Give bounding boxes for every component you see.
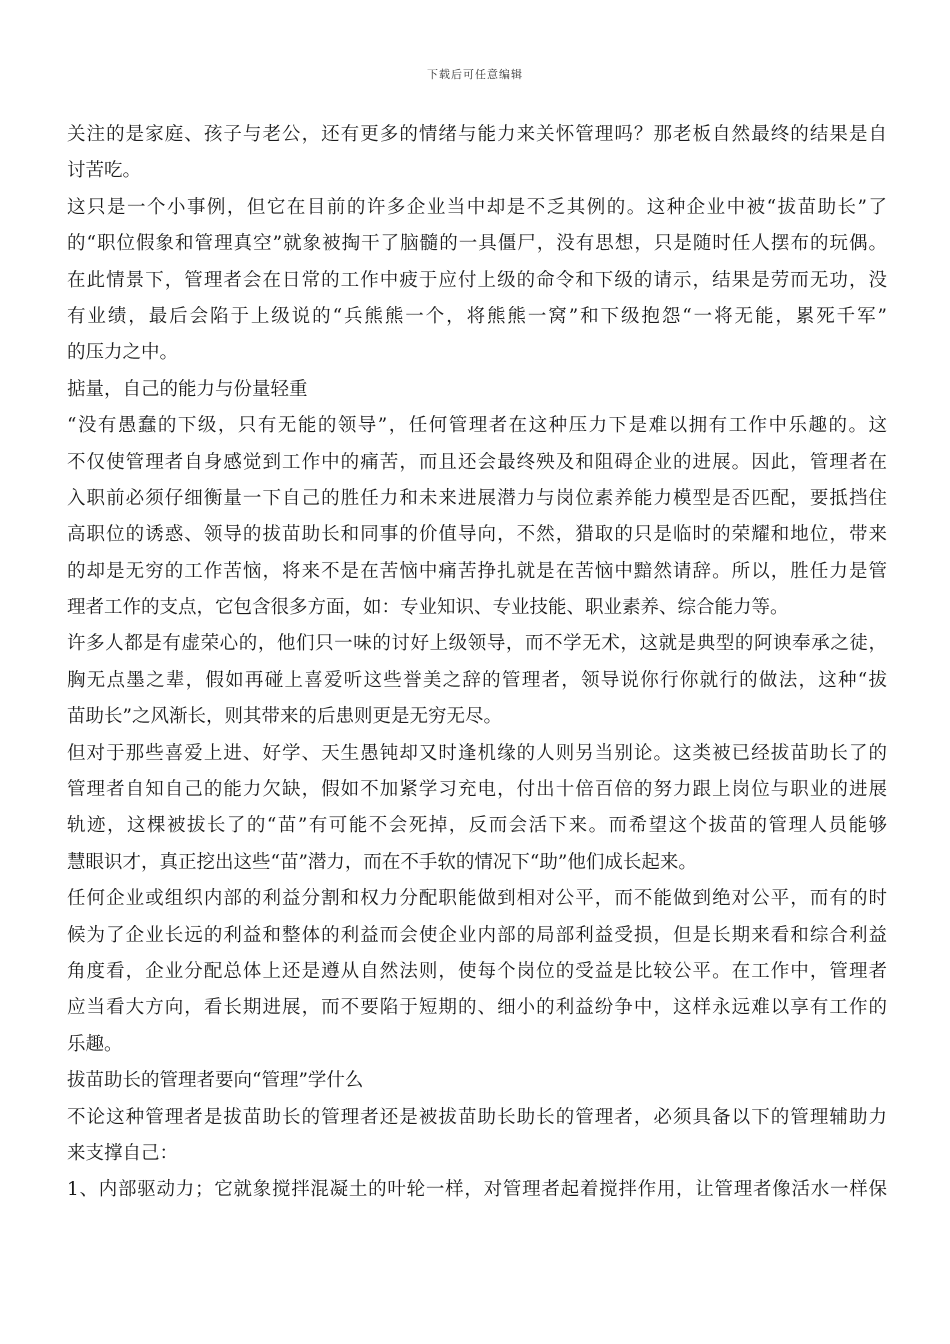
text-line: 高职位的诱惑、领导的拔苗助长和同事的价值导向，不然，猎取的只是临时的荣耀和地位，带来	[67, 524, 887, 546]
text-line: 胸无点墨之辈，假如再碰上喜爱听这些誉美之辞的管理者，领导说你行你就行的做法，这种“拔	[67, 669, 887, 691]
text-line: 这只是一个小事例，但它在目前的许多企业当中却是不乏其例的。这种企业中被“拔苗助长”了	[67, 196, 887, 218]
text-line: 讨苦吃。	[67, 160, 142, 182]
text-line: 苗助长”之风渐长，则其带来的后患则更是无穷无尽。	[67, 706, 502, 728]
text-line: 入职前必须仔细衡量一下自己的胜任力和未来进展潜力与岗位素养能力模型是否匹配，要抵挡住	[67, 487, 887, 509]
text-line: 来支撑自己：	[67, 1142, 179, 1164]
text-line: 理者工作的支点，它包含很多方面，如：专业知识、专业技能、职业素养、综合能力等。	[67, 597, 789, 619]
text-line: 但对于那些喜爱上进、好学、天生愚钝却又时逢机缘的人则另当别论。这类被已经拔苗助长了的	[67, 742, 887, 764]
text-line: 角度看，企业分配总体上还是遵从自然法则，使每个岗位的受益是比较公平。在工作中，管理者	[67, 960, 887, 982]
text-line: 应当看大方向，看长期进展，而不要陷于短期的、细小的利益纷争中，这样永远难以享有工作的	[67, 997, 887, 1019]
text-line: 任何企业或组织内部的利益分割和权力分配职能做到相对公平，而不能做到绝对公平，而有的时	[67, 888, 887, 910]
text-line: 1、内部驱动力；它就象搅拌混凝土的叶轮一样，对管理者起着搅拌作用，让管理者像活水一样保	[67, 1179, 887, 1201]
text-line: 在此情景下，管理者会在日常的工作中疲于应付上级的命令和下级的请示，结果是劳而无功，没	[67, 269, 887, 291]
text-line: 有业绩，最后会陷于上级说的“兵熊熊一个，将熊熊一窝”和下级抱怨“一将无能，累死千军”	[67, 305, 887, 327]
text-line: 管理者自知自己的能力欠缺，假如不加紧学习充电，付出十倍百倍的努力跟上岗位与职业的进展	[67, 779, 887, 801]
text-line: 不仅使管理者自身感觉到工作中的痛苦，而且还会最终殃及和阻碍企业的进展。因此，管理者在	[67, 451, 887, 473]
text-line: “没有愚蠢的下级，只有无能的领导”，任何管理者在这种压力下是难以拥有工作中乐趣的。这	[67, 415, 887, 437]
text-line: 掂量，自己的能力与份量轻重	[67, 378, 308, 400]
page-header: 下载后可任意编辑	[427, 68, 523, 81]
text-line: 的压力之中。	[67, 342, 179, 364]
text-line: 许多人都是有虚荣心的，他们只一味的讨好上级领导，而不学无术，这就是典型的阿谀奉承之徒，	[67, 633, 887, 655]
text-line: 的却是无穷的工作苦恼，将来不是在苦恼中痛苦挣扎就是在苦恼中黯然请辞。所以，胜任力是管	[67, 560, 887, 582]
body-text	[67, 117, 887, 1209]
text-line: 关注的是家庭、孩子与老公，还有更多的情绪与能力来关怀管理吗？那老板自然最终的结果是自	[67, 124, 887, 145]
text-line: 乐趣。	[67, 1033, 123, 1055]
text-line: 慧眼识才，真正挖出这些“苗”潜力，而在不手软的情况下“助”他们成长起来。	[67, 851, 697, 873]
text-line: 的“职位假象和管理真空”就象被掏干了脑髓的一具僵尸，没有思想，只是随时任人摆布的玩偶。	[67, 233, 887, 255]
text-line: 拔苗助长的管理者要向“管理”学什么	[67, 1070, 364, 1092]
text-line: 轨迹，这棵被拔长了的“苗”有可能不会死掉，反而会活下来。而希望这个拔苗的管理人员能够	[67, 815, 887, 837]
text-line: 候为了企业长远的利益和整体的利益而会使企业内部的局部利益受损，但是长期来看和综合利益	[67, 924, 887, 946]
text-line: 不论这种管理者是拔苗助长的管理者还是被拔苗助长助长的管理者，必须具备以下的管理辅助力	[67, 1106, 887, 1128]
